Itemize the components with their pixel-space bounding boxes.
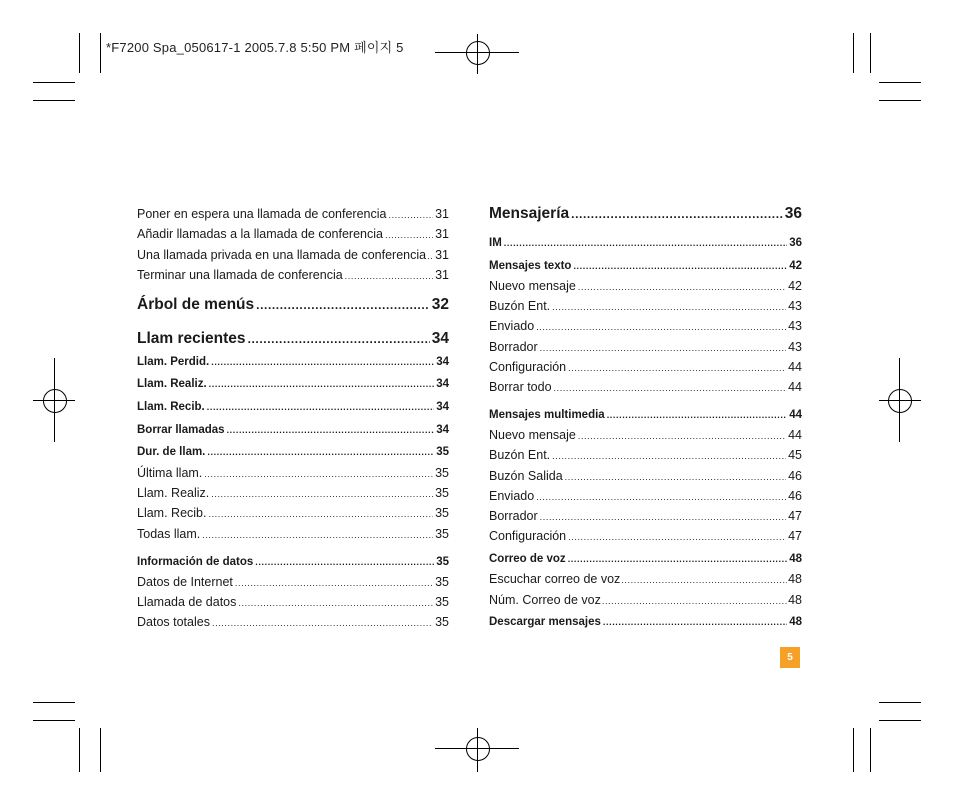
toc-entry[interactable]: Buzón Ent. ..... 45 [489,448,802,462]
toc-subheading[interactable]: Llam. Perdid. ..... 34 [137,356,449,368]
crop-mark [33,100,75,101]
toc-entry[interactable]: Todas llam. ..... 35 [137,527,449,541]
toc-entry[interactable]: Datos totales ..... 35 [137,615,449,629]
toc-entry[interactable]: Enviado ..... 43 [489,319,802,333]
toc-subheading[interactable]: Correo de voz ..... 48 [489,553,802,565]
toc-subheading[interactable]: Llam. Realiz. ..... 34 [137,378,449,390]
toc-entry[interactable]: Borrador ..... 47 [489,509,802,523]
page-number-badge: 5 [780,647,800,668]
toc-section-heading[interactable]: Llam recientes ..... 34 [137,330,449,348]
toc-subheading[interactable]: Borrar llamadas ..... 34 [137,424,449,436]
toc-subheading[interactable]: Dur. de llam. ..... 35 [137,446,449,458]
toc-entry[interactable]: Última llam. ..... 35 [137,466,449,480]
toc-entry[interactable]: Llamada de datos ..... 35 [137,595,449,609]
toc-entry[interactable]: Nuevo mensaje ..... 44 [489,428,802,442]
toc-entry[interactable]: Añadir llamadas a la llamada de conferencia ..... 31 [137,227,449,241]
crop-mark [879,720,921,721]
toc-entry[interactable]: Llam. Realiz. ..... 35 [137,486,449,500]
crop-mark [79,33,80,73]
crop-mark [853,728,854,772]
toc-subheading[interactable]: Descargar mensajes ..... 48 [489,616,802,628]
crop-mark [33,720,75,721]
toc-entry[interactable]: Nuevo mensaje ..... 42 [489,279,802,293]
crop-mark [100,728,101,772]
toc-section-heading[interactable]: Árbol de menús ..... 32 [137,296,449,314]
crop-mark [853,33,854,73]
toc-subheading[interactable]: Mensajes texto ..... 42 [489,260,802,272]
toc-subheading[interactable]: Mensajes multimedia ..... 44 [489,409,802,421]
toc-entry[interactable]: Borrador ..... 43 [489,340,802,354]
crop-mark [870,33,871,73]
toc-entry[interactable]: Escuchar correo de voz ..... 48 [489,572,802,586]
toc-entry[interactable]: Terminar una llamada de conferencia ..... 31 [137,268,449,282]
toc-entry[interactable]: Borrar todo ..... 44 [489,380,802,394]
toc-section-heading[interactable]: Mensajería ..... 36 [489,205,802,223]
crop-mark [879,702,921,703]
printer-slug: *F7200 Spa_050617-1 2005.7.8 5:50 PM 페이지 5 [106,40,404,55]
crop-mark [33,82,75,83]
crop-mark [879,82,921,83]
toc-entry[interactable]: Núm. Correo de voz ..... 48 [489,593,802,607]
toc-subheading[interactable]: Información de datos ..... 35 [137,556,449,568]
crop-mark [879,100,921,101]
toc-entry[interactable]: Buzón Salida ..... 46 [489,469,802,483]
toc-entry[interactable]: Configuración ..... 44 [489,360,802,374]
toc-entry[interactable]: Una llamada privada en una llamada de conferencia ..... 31 [137,248,449,262]
toc-entry[interactable]: Poner en espera una llamada de conferencia ..... 31 [137,207,449,221]
toc-entry[interactable]: Enviado ..... 46 [489,489,802,503]
crop-mark [79,728,80,772]
toc-subheading[interactable]: IM ..... 36 [489,237,802,249]
toc-entry[interactable]: Llam. Recib. ..... 35 [137,506,449,520]
toc-entry[interactable]: Configuración ..... 47 [489,529,802,543]
crop-mark [100,33,101,73]
toc-entry[interactable]: Datos de Internet ..... 35 [137,575,449,589]
toc-entry[interactable]: Buzón Ent. ..... 43 [489,299,802,313]
crop-mark [870,728,871,772]
toc-subheading[interactable]: Llam. Recib. ..... 34 [137,401,449,413]
crop-mark [33,702,75,703]
